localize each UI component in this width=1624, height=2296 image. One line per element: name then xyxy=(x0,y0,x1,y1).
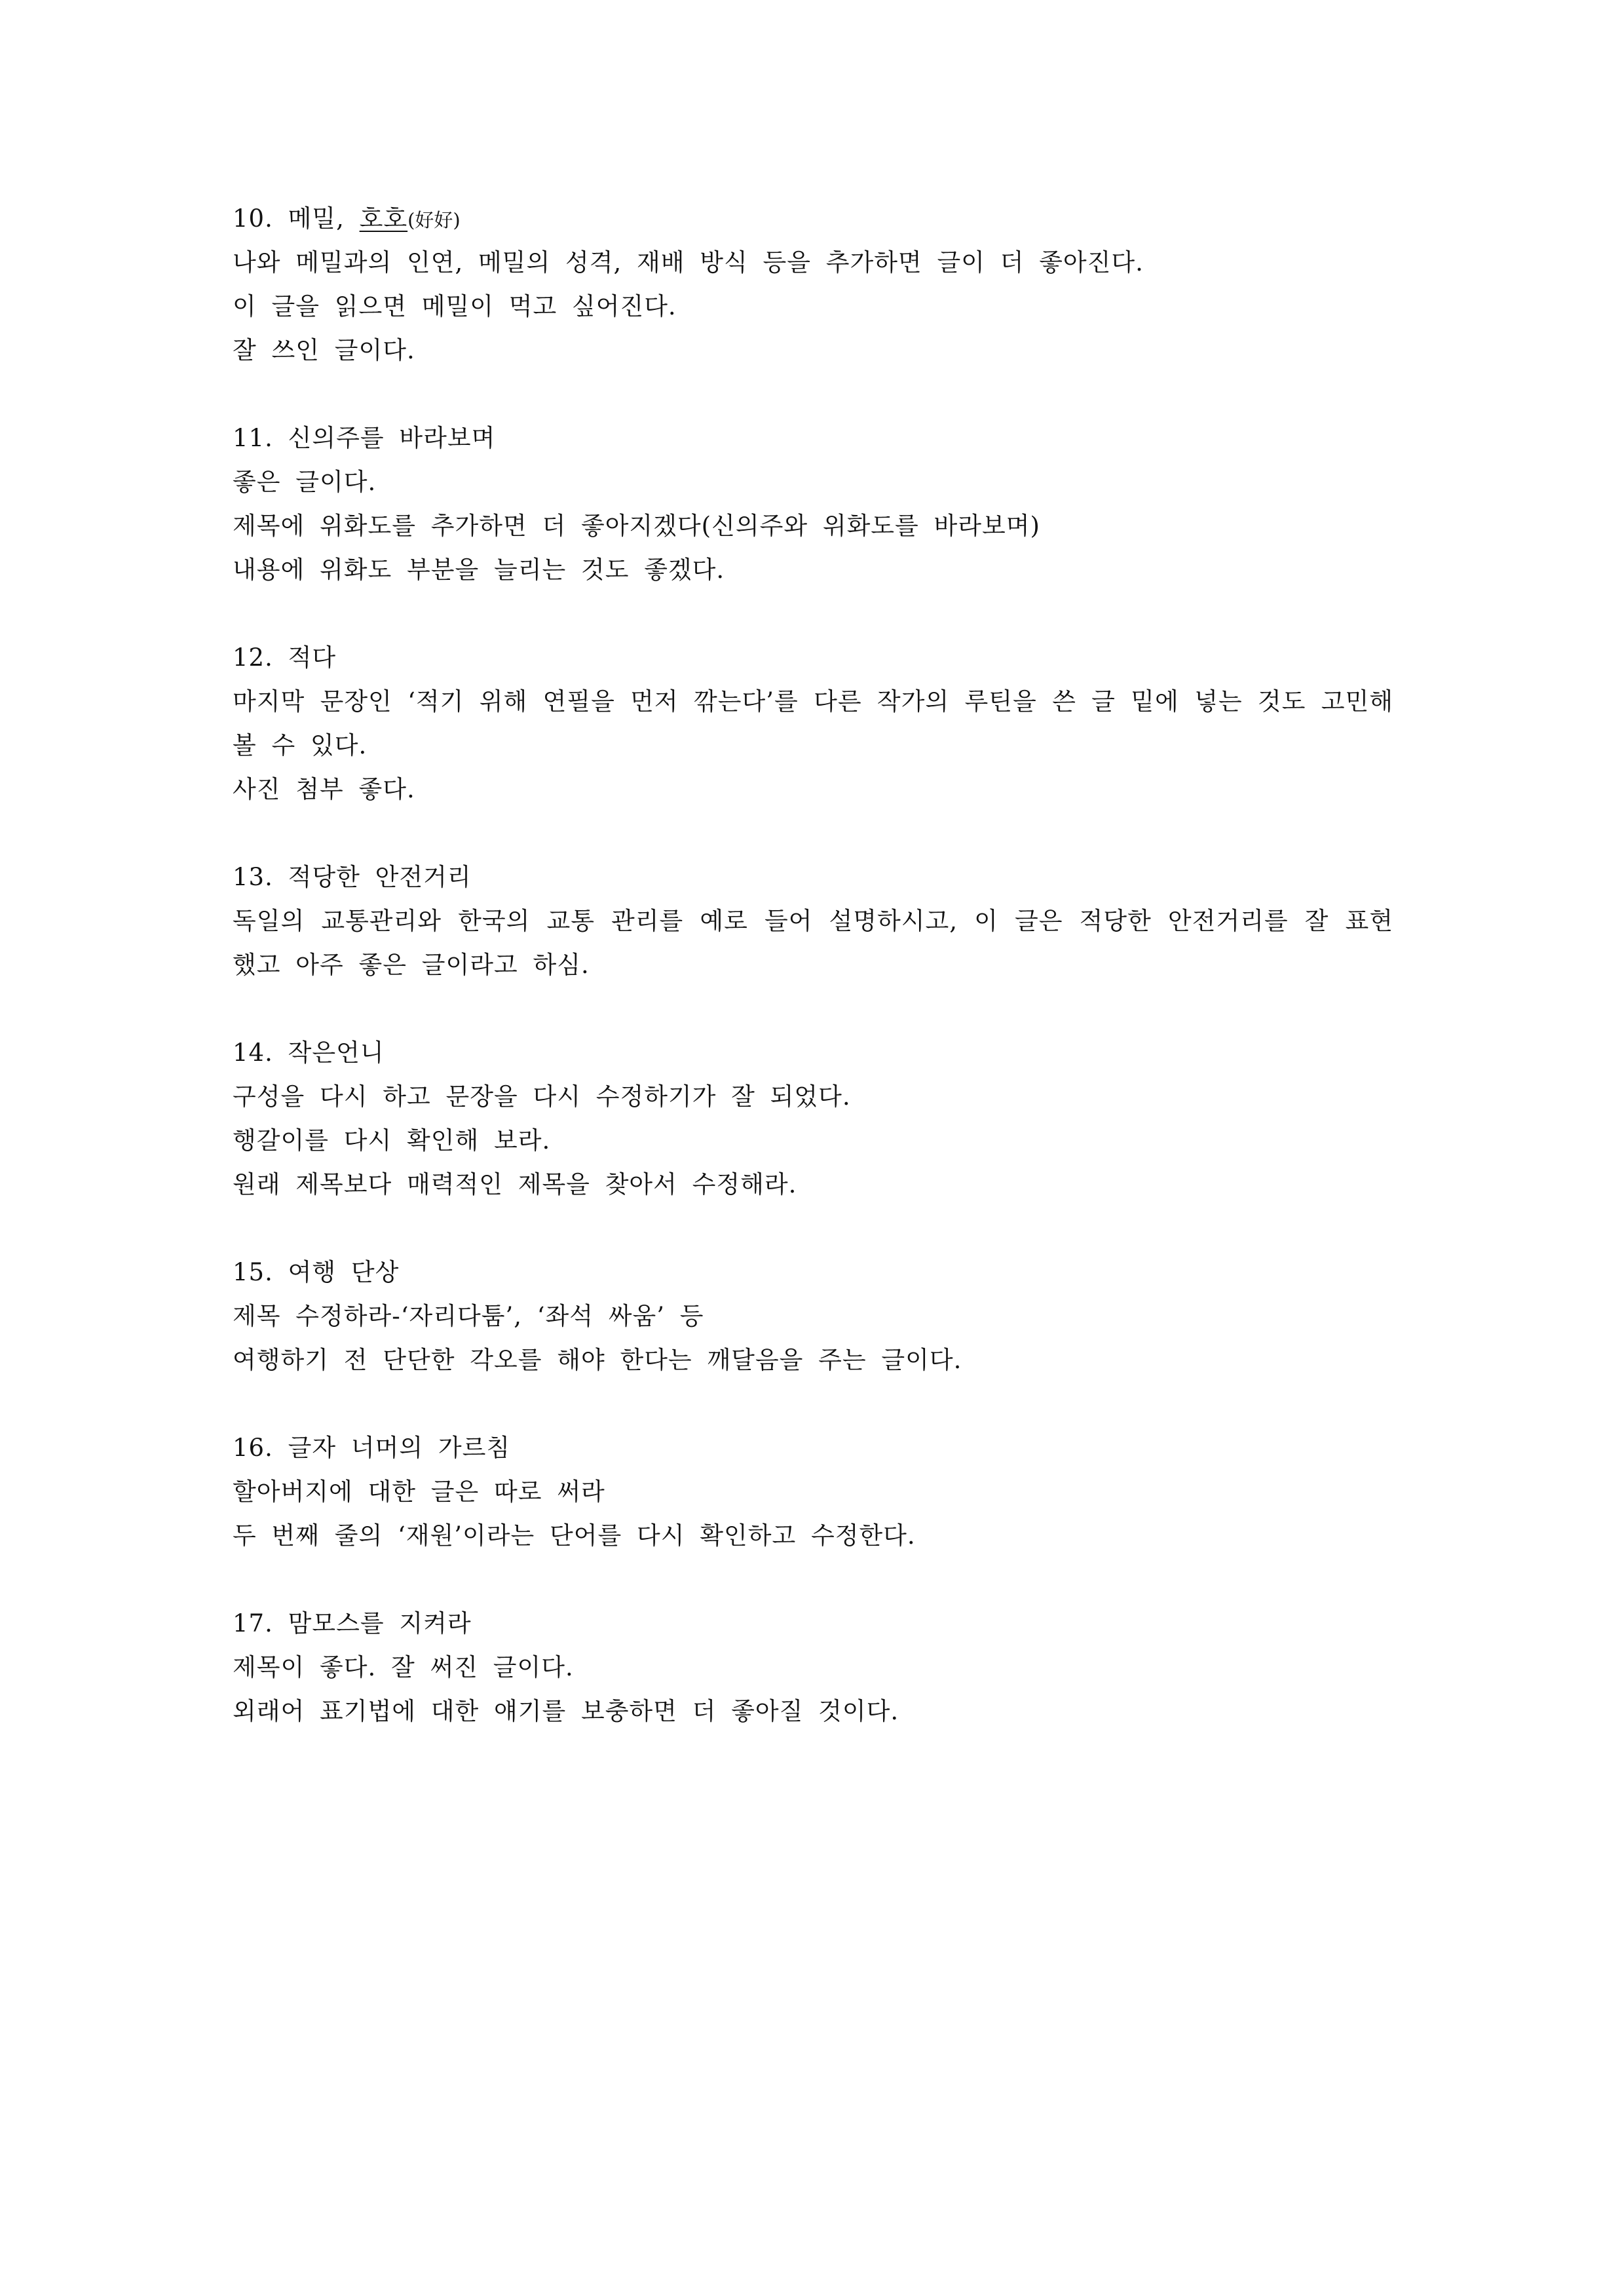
feedback-section-10 xyxy=(233,197,1393,372)
feedback-line: 제목이 좋다. 잘 써진 글이다. xyxy=(233,1653,574,1681)
feedback-section-12 xyxy=(233,636,1393,811)
section-title xyxy=(233,197,1393,240)
title-text: 작은언니 xyxy=(288,1039,385,1067)
section-number: 11. xyxy=(233,424,273,452)
section-title xyxy=(233,855,1393,899)
feedback-line: 여행하기 전 단단한 각오를 해야 한다는 깨달음을 주는 글이다. xyxy=(233,1346,962,1374)
section-number: 16. xyxy=(233,1434,273,1462)
section-number: 15. xyxy=(233,1258,273,1286)
title-hanja-text: (好好) xyxy=(407,209,461,231)
feedback-section-13 xyxy=(233,855,1393,987)
section-title xyxy=(233,1250,1393,1294)
section-number: 17. xyxy=(233,1609,273,1637)
title-underlined-text: 호호 xyxy=(359,204,408,233)
feedback-line: 좋은 글이다. xyxy=(233,468,377,496)
title-text: 신의주를 바라보며 xyxy=(288,424,496,452)
section-title xyxy=(233,636,1393,679)
title-text: 적당한 안전거리 xyxy=(288,863,472,891)
feedback-line: 외래어 표기법에 대한 얘기를 보충하면 더 좋아질 것이다. xyxy=(233,1697,899,1725)
feedback-line: 나와 메밀과의 인연, 메밀의 성격, 재배 방식 등을 추가하면 글이 더 좋아진다. xyxy=(233,248,1144,277)
title-text: 여행 단상 xyxy=(288,1258,400,1286)
section-number: 13. xyxy=(233,863,273,891)
feedback-line: 잘 쓰인 글이다. xyxy=(233,336,415,364)
feedback-section-11 xyxy=(233,416,1393,592)
section-number: 10. xyxy=(233,204,273,233)
section-number: 14. xyxy=(233,1039,273,1067)
title-text: 적다 xyxy=(288,643,337,672)
section-title xyxy=(233,1601,1393,1645)
feedback-section-14 xyxy=(233,1031,1393,1206)
title-text: 글자 너머의 가르침 xyxy=(288,1434,511,1462)
feedback-paragraph: 독일의 교통관리와 한국의 교통 관리를 예로 들어 설명하시고, 이 글은 적당한 안전거리를 잘 표현했고 아주 좋은 글이라고 하심. xyxy=(233,907,1393,979)
feedback-line: 원래 제목보다 매력적인 제목을 찾아서 수정해라. xyxy=(233,1170,797,1198)
feedback-line: 두 번째 줄의 ‘재원’이라는 단어를 다시 확인하고 수정한다. xyxy=(233,1521,916,1550)
feedback-line: 제목 수정하라-‘자리다툼’, ‘좌석 싸움’ 등 xyxy=(233,1302,704,1330)
feedback-line: 할아버지에 대한 글은 따로 써라 xyxy=(233,1478,605,1506)
title-text: 메밀, xyxy=(288,204,360,233)
title-text: 맘모스를 지켜라 xyxy=(288,1609,472,1637)
document-page xyxy=(233,197,1393,1777)
section-title xyxy=(233,416,1393,460)
feedback-line: 이 글을 읽으면 메밀이 먹고 싶어진다. xyxy=(233,292,677,320)
section-number: 12. xyxy=(233,643,273,672)
feedback-line: 행갈이를 다시 확인해 보라. xyxy=(233,1126,551,1155)
feedback-line: 사진 첨부 좋다. xyxy=(233,775,415,803)
section-title xyxy=(233,1031,1393,1075)
feedback-section-16 xyxy=(233,1426,1393,1558)
section-title xyxy=(233,1426,1393,1470)
feedback-line: 제목에 위화도를 추가하면 더 좋아지겠다(신의주와 위화도를 바라보며) xyxy=(233,512,1040,540)
feedback-section-17 xyxy=(233,1601,1393,1733)
feedback-line: 내용에 위화도 부분을 늘리는 것도 좋겠다. xyxy=(233,556,725,584)
feedback-line: 구성을 다시 하고 문장을 다시 수정하기가 잘 되었다. xyxy=(233,1082,851,1111)
feedback-section-15 xyxy=(233,1250,1393,1382)
feedback-paragraph: 마지막 문장인 ‘적기 위해 연필을 먼저 깎는다’를 다른 작가의 루틴을 쓴 글 밑에 넣는 것도 고민해 볼 수 있다. xyxy=(233,687,1393,759)
